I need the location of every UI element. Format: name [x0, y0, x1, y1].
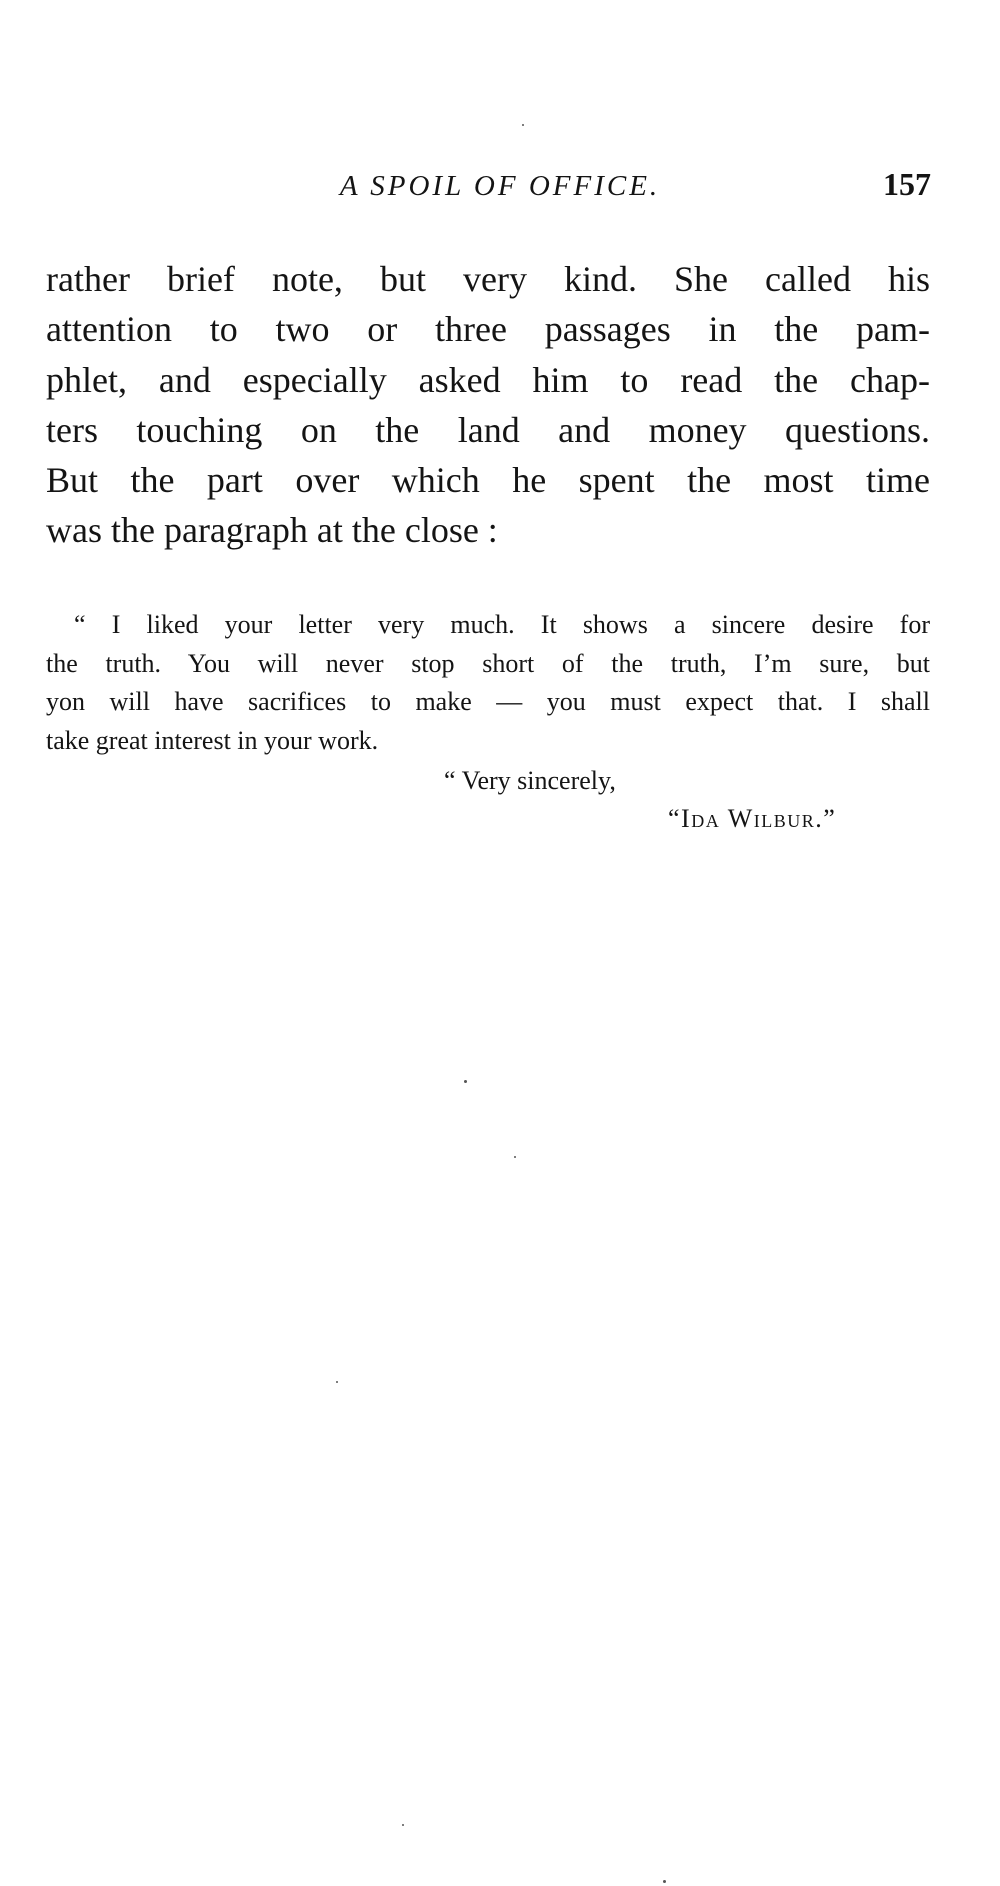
- running-head: [0, 166, 1000, 210]
- quoted-letter: [46, 606, 930, 760]
- body-line: ters touching on the land and money questions.: [46, 409, 930, 450]
- page-number: 157: [883, 166, 931, 202]
- body-line: was the paragraph at the close :: [46, 510, 498, 551]
- letter-line: the truth. You will never stop short of the truth, I’m sure, but: [46, 648, 930, 678]
- letter-line: yon will have sacrifices to make — you must expect that. I shall: [46, 687, 930, 717]
- paper-speck: [402, 1824, 404, 1826]
- paper-speck: [464, 1080, 467, 1083]
- running-title: A SPOIL OF OFFICE.: [339, 170, 661, 202]
- paper-speck: [663, 1880, 666, 1883]
- paper-speck: [336, 1381, 338, 1383]
- letter-closing: “ Very sincerely,: [444, 766, 616, 795]
- body-paragraph: [46, 254, 930, 556]
- body-line: phlet, and especially asked him to read the chap-: [46, 359, 930, 400]
- body-line: But the part over which he spent the most time: [46, 460, 930, 501]
- body-line: attention to two or three passages in the pam-: [46, 309, 930, 350]
- body-line: rather brief note, but very kind. She called his: [46, 259, 930, 299]
- letter-line: “ I liked your letter very much. It shows a sincere desire for: [74, 610, 930, 639]
- letter-signature: “Ida Wilbur.”: [668, 804, 837, 833]
- paper-speck: [522, 124, 524, 126]
- letter-line: take great interest in your work.: [46, 725, 379, 755]
- paper-speck: [514, 1156, 516, 1158]
